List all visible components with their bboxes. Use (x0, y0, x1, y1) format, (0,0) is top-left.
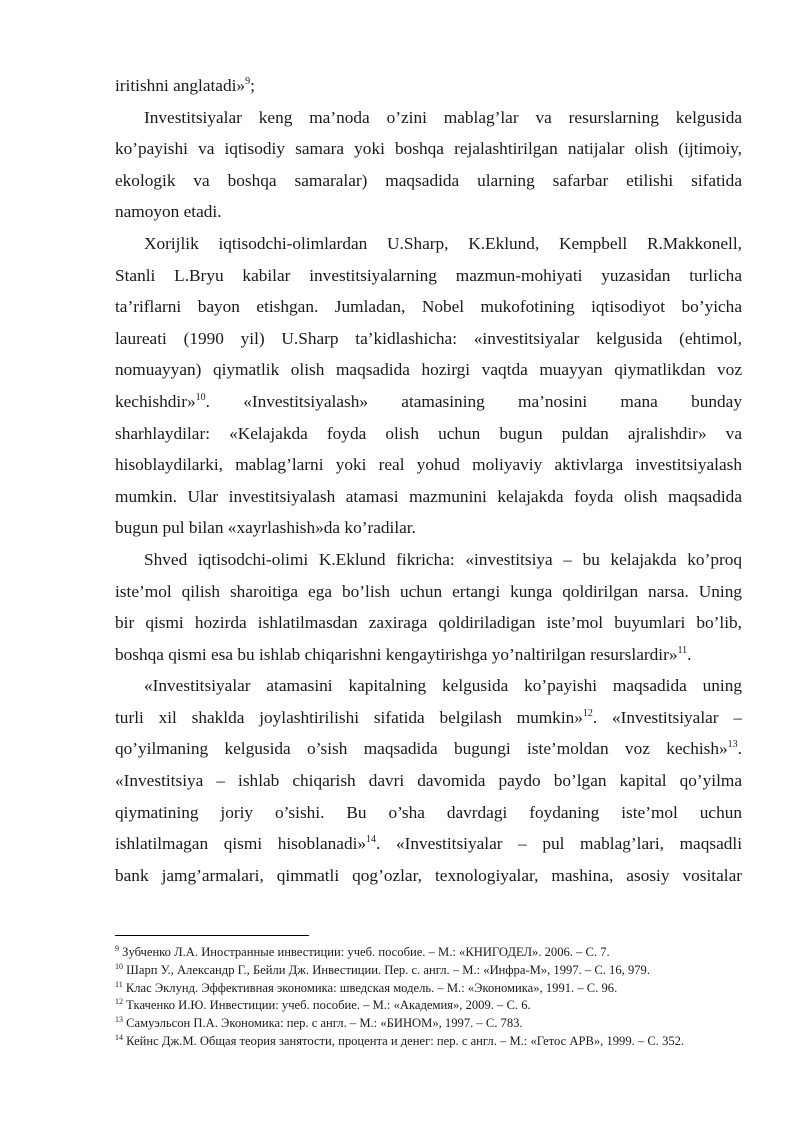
footnote (115, 1033, 755, 1051)
line-text: qo’yilmaning kelgusida o’sish maqsadida bugungi iste’moldan voz kechish» (115, 739, 728, 759)
footnote-text: Зубченко Л.А. Иностранные инвестиции: учеб. пособие. – М.: «КНИГОДЕЛ». 2006. – С. 7. (122, 945, 610, 959)
line-text: laureati (1990 yil) U.Sharp ta’kidlashicha: «investitsiyalar kelgusida (ehtimol, (115, 328, 742, 348)
line-text: hisoblaydilarki, mablag’larni yoki real yohud moliyaviy aktivlarga investitsiyalash (115, 455, 742, 475)
footnotes (115, 944, 755, 1051)
line-text: ekologik va boshqa samaralar) maqsadida ularning safarbar etilishi sifatida (115, 170, 742, 190)
footnote-number: 10 (115, 961, 123, 971)
line-text: sharhlaydilar: «Kelajakda foyda olish uchun bugun puldan ajralishdir» va (115, 423, 742, 443)
text-line (115, 797, 742, 829)
text-line (115, 354, 742, 386)
footnote (115, 962, 755, 980)
text-line (115, 260, 742, 292)
line-text: turli xil shaklda joylashtirilishi sifatida belgilash mumkin» (115, 707, 583, 727)
text-line (115, 702, 742, 734)
footnote-text: Шарп У., Александр Г., Бейли Дж. Инвестиции. Пер. с. англ. – М.: «Инфра-М», 1997. – С. 16, 979. (126, 962, 650, 977)
footnote-text: Ткаченко И.Ю. Инвестиции: учеб. пособие. – М.: «Академия», 2009. – С. 6. (126, 998, 531, 1013)
text-line (115, 418, 742, 450)
text-line (115, 512, 742, 544)
footnote (115, 944, 755, 962)
footnote-separator (115, 935, 309, 936)
footnote-ref: 9 (245, 76, 251, 87)
line-text-after: . (687, 644, 692, 664)
text-line (115, 323, 742, 355)
footnote-text: Самуэльсон П.А. Экономика: пер. с англ. – М.: «БИНОМ», 1997. – С. 783. (126, 1016, 523, 1031)
line-text: «Investitsiyalar atamasini kapitalning kelgusida ko’payishi maqsadida uning (144, 676, 742, 696)
line-text: boshqa qismi esa bu ishlab chiqarishni kengaytirishga yo’naltirilgan resurslardir» (115, 644, 678, 664)
line-text-after: . «Investitsiyalash» atamasining ma’nosini mana bunday (205, 391, 742, 411)
text-line (115, 544, 742, 576)
line-text-after: ; (250, 76, 255, 95)
line-text: mumkin. Ular investitsiyalash atamasi mazmunini kelajakda foyda olish maqsadida (115, 486, 742, 506)
line-text: bir qismi hozirda ishlatilmasdan zaxiraga qoldiriladigan iste’mol buyumlari bo’lib, (115, 613, 742, 633)
footnote-ref: 14 (366, 834, 377, 846)
line-text-after: . (737, 739, 742, 759)
text-line (115, 828, 742, 860)
line-text: bank jamg’armalari, qimmatli qog’ozlar, texnologiyalar, mashina, asosiy vositalar (115, 865, 742, 885)
footnote-ref: 10 (195, 391, 206, 403)
text-line (115, 291, 742, 323)
text-line (115, 70, 742, 102)
footnote-ref: 13 (727, 739, 738, 751)
line-text: Shved iqtisodchi-olimi K.Eklund fikricha: «investitsiya – bu kelajakda ko’proq (144, 549, 742, 569)
text-line (115, 639, 742, 671)
text-line (115, 386, 742, 418)
line-text: nomuayyan) qiymatlik olish maqsadida hozirgi vaqtda muayyan qiymatlikdan voz (115, 360, 742, 380)
line-text: kechishdir» (115, 391, 196, 411)
text-line (115, 102, 742, 134)
text-line (115, 133, 742, 165)
line-text: iritishni anglatadi» (115, 76, 246, 95)
footnote-number: 14 (115, 1032, 123, 1042)
line-text: ko’payishi va iqtisodiy samara yoki boshqa rejalashtirilgan natijalar olish (ijtimoiy, (115, 139, 742, 159)
text-line (115, 733, 742, 765)
footnote-text: Клас Эклунд. Эффективная экономика: шведская модель. – М.: «Экономика», 1991. – С. 96. (125, 980, 618, 995)
text-line (115, 449, 742, 481)
line-text: iste’mol qilish sharoitiga ega bo’lish uchun ertangi kunga qoldirilgan narsa. Uning (115, 581, 742, 601)
footnote-number: 13 (115, 1015, 123, 1025)
text-line (115, 196, 742, 228)
footnote (115, 980, 755, 998)
line-text: Xorijlik iqtisodchi-olimlardan U.Sharp, K.Eklund, Kempbell R.Makkonell, (144, 233, 742, 253)
text-line (115, 228, 742, 260)
footnote-text: Кейнс Дж.М. Общая теория занятости, процента и денег: пер. с англ. – М.: «Гетос АРВ», 1999. – С. 352. (126, 1033, 685, 1048)
body-text (115, 70, 742, 891)
text-line (115, 481, 742, 513)
line-text: qiymatining joriy o’sishi. Bu o’sha davrdagi foydaning iste’mol uchun (115, 802, 742, 822)
line-text-after: . «Investitsiyalar – pul mablag’lari, maqsadli (376, 834, 742, 854)
line-text: ishlatilmagan qismi hisoblanadi» (115, 834, 367, 854)
line-text: Stanli L.Bryu kabilar investitsiyalarning mazmun-mohiyati yuzasidan turlicha (115, 265, 742, 285)
text-line (115, 765, 742, 797)
line-text: bugun pul bilan «xayrlashish»da ko’radilar. (115, 518, 416, 538)
footnote-ref: 11 (677, 644, 688, 656)
line-text: Investitsiyalar keng ma’noda o’zini mablag’lar va resurslarning kelgusida (144, 107, 742, 127)
text-line (115, 576, 742, 608)
line-text: namoyon etadi. (115, 202, 222, 222)
line-text: «Investitsiya – ishlab chiqarish davri davomida paydo bo’lgan kapital qo’yilma (115, 771, 742, 791)
footnote-number: 11 (115, 979, 123, 989)
footnote (115, 997, 755, 1015)
line-text: ta’riflarni bayon etishgan. Jumladan, Nobel mukofotining iqtisodiyot bo’yicha (115, 297, 742, 317)
text-line (115, 607, 742, 639)
text-line (115, 165, 742, 197)
footnote-number: 12 (115, 997, 123, 1007)
line-text-after: . «Investitsiyalar – (592, 707, 742, 727)
text-line (115, 670, 742, 702)
footnote-ref: 12 (582, 707, 593, 719)
text-line (115, 860, 742, 892)
footnote (115, 1015, 755, 1033)
footnote-number: 9 (115, 944, 119, 953)
